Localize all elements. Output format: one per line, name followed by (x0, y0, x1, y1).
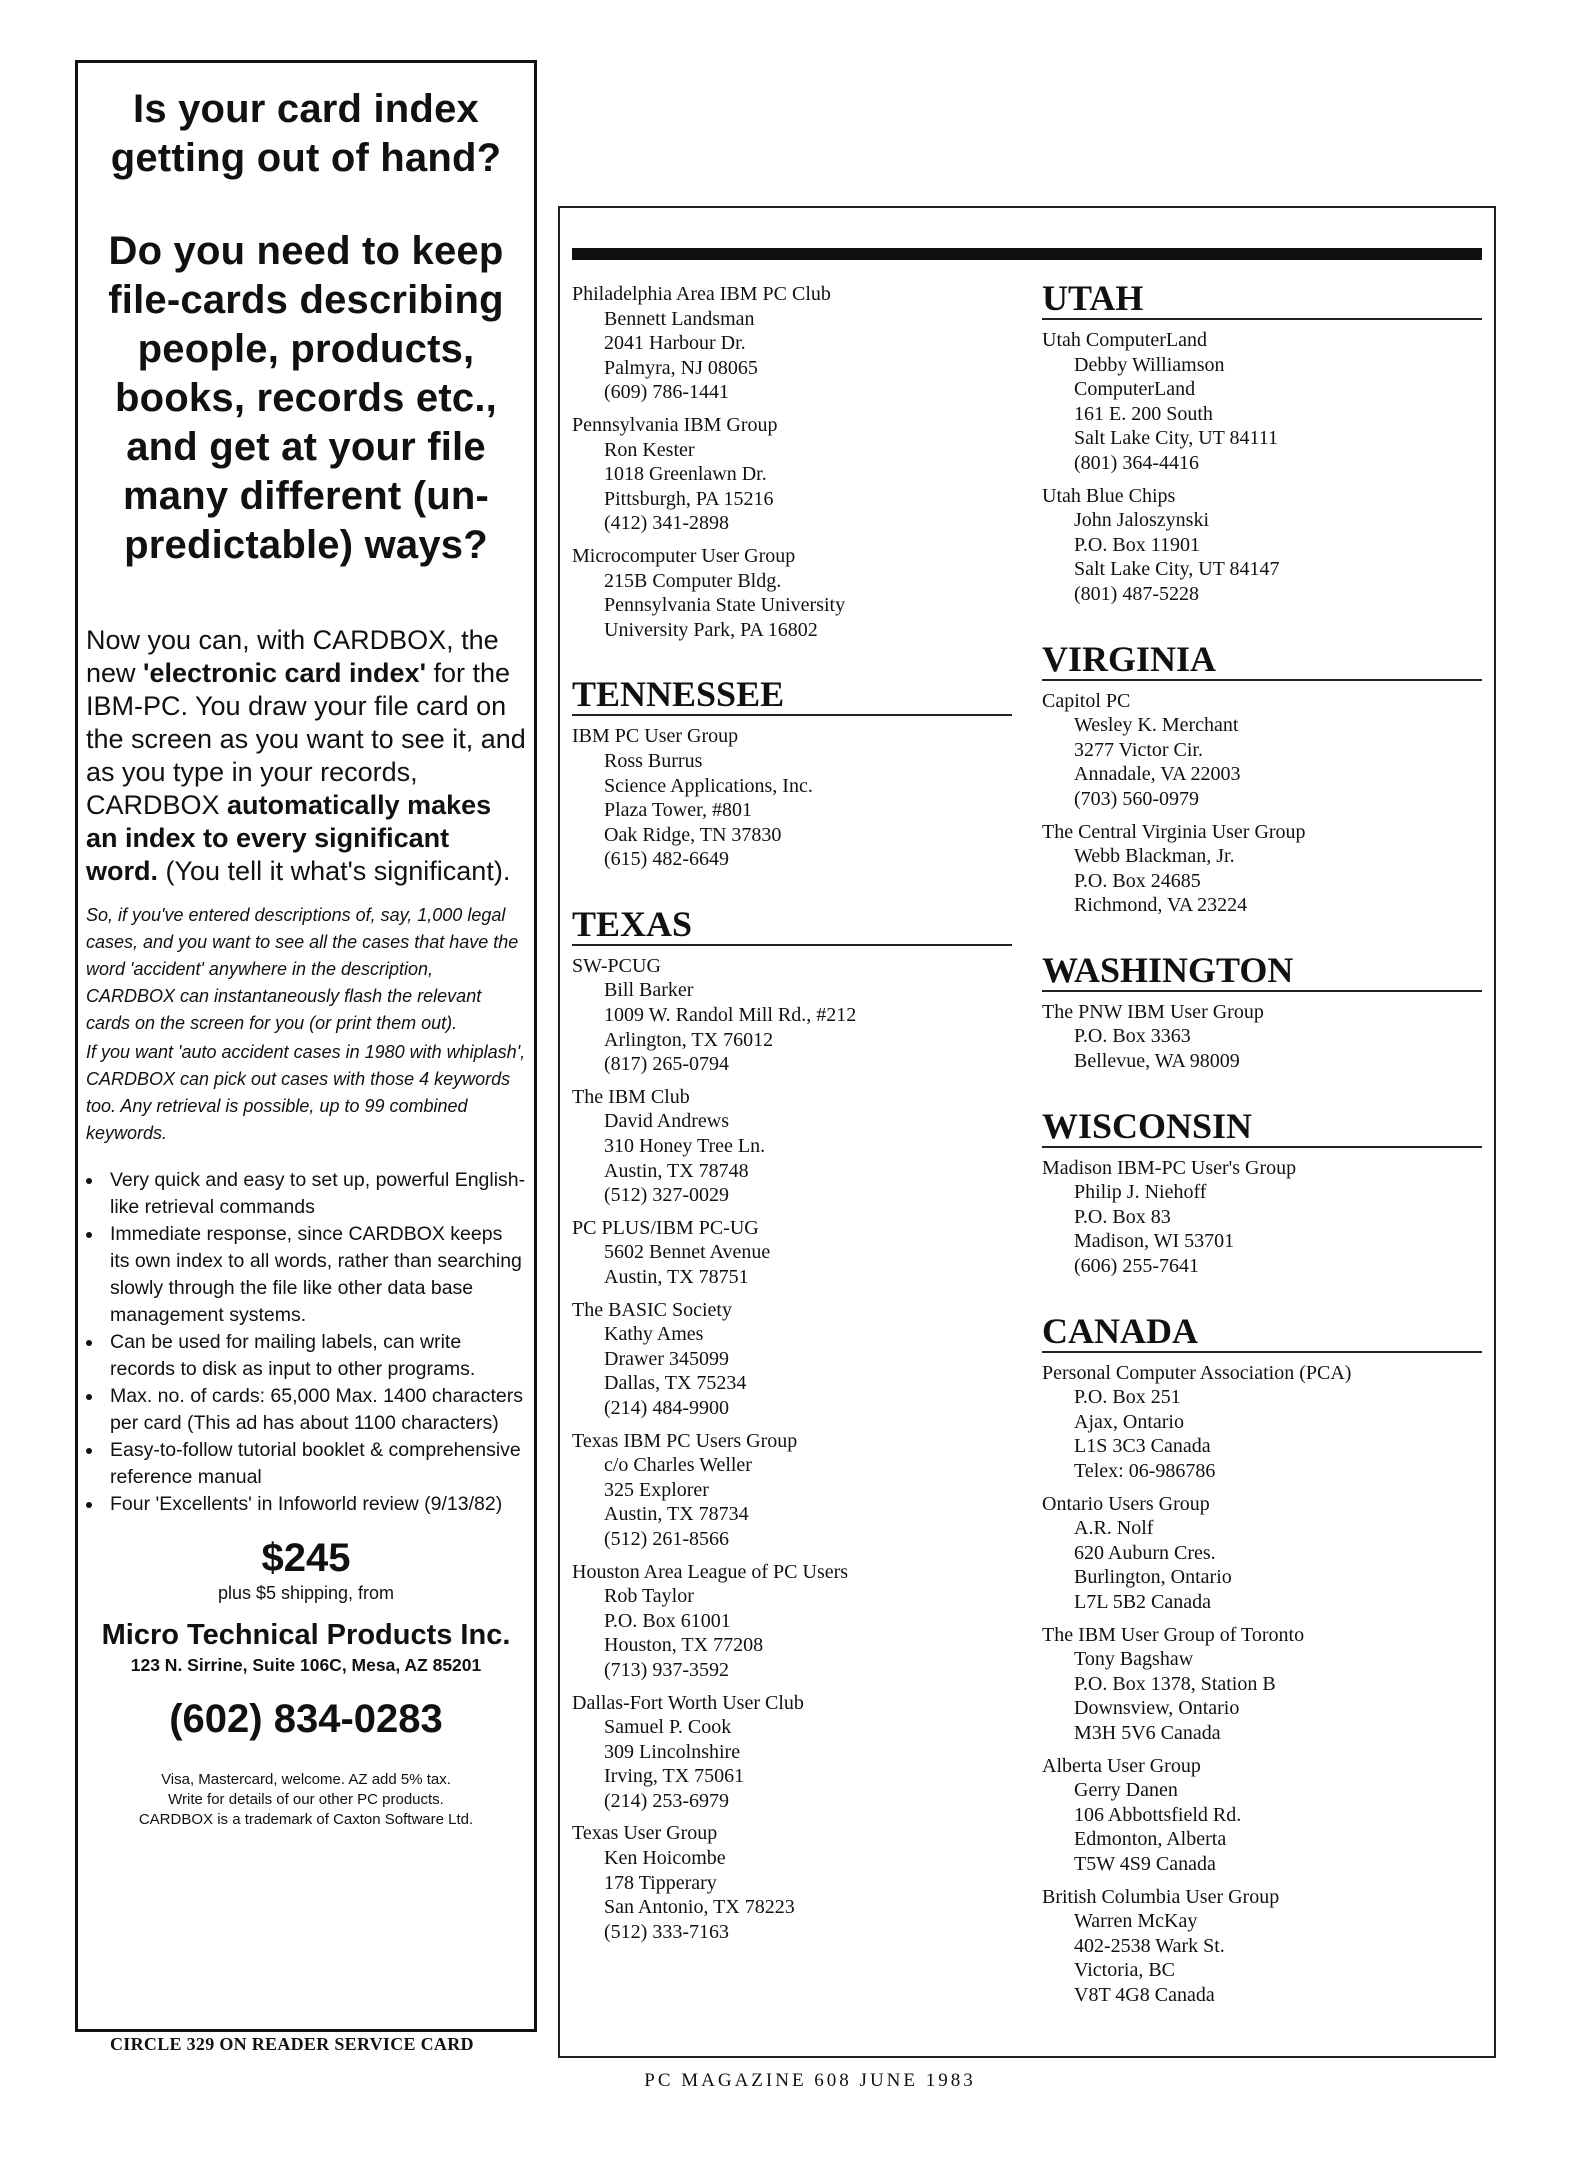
group-name: Alberta User Group (1042, 1754, 1201, 1777)
group-name: Madison IBM-PC User's Group (1042, 1156, 1297, 1179)
ad-address: 123 N. Sirrine, Suite 106C, Mesa, AZ 85201 (130, 1655, 482, 1675)
state-section (1042, 950, 1482, 1074)
group-detail-line: (606) 255-7641 (1074, 1255, 1199, 1278)
state-section (1042, 278, 1482, 607)
group-detail-line: (703) 560-0979 (1074, 787, 1199, 810)
state-heading: WASHINGTON (1042, 950, 1482, 992)
group-detail-line: Ron Kester (604, 438, 695, 461)
group-detail-line: A.R. Nolf (1074, 1517, 1154, 1540)
group-detail-line: 309 Lincolnshire (604, 1740, 741, 1763)
group-detail-line: P.O. Box 83 (1074, 1205, 1171, 1228)
group-detail-line: Pittsburgh, PA 15216 (604, 487, 774, 510)
group-detail-line: (214) 253-6979 (604, 1789, 729, 1812)
group-detail-line: Madison, WI 53701 (1074, 1230, 1235, 1253)
group-name: Texas IBM PC Users Group (572, 1429, 798, 1452)
state-section (1042, 1106, 1482, 1279)
user-group-entry (572, 724, 1012, 872)
state-heading: VIRGINIA (1042, 639, 1482, 681)
user-group-entry (572, 282, 1012, 405)
group-name: The PNW IBM User Group (1042, 1000, 1264, 1023)
group-detail-line: 402-2538 Wark St. (1074, 1934, 1225, 1957)
state-heading: TEXAS (572, 904, 1012, 946)
ad-feature-item: • Four 'Excellents' in Infoworld review (9/13/82) (104, 1491, 526, 1518)
group-detail-line: (801) 364-4416 (1074, 451, 1199, 474)
ad-body-mid: for the IBM-PC. You draw your file card on the screen as you want to see it, and as you type in your records, CARDBOX (86, 658, 526, 820)
user-group-entry (572, 544, 1012, 642)
group-detail-line: David Andrews (604, 1110, 729, 1133)
group-name: Philadelphia Area IBM PC Club (572, 283, 831, 305)
group-detail-line: Austin, TX 78734 (604, 1503, 749, 1526)
group-detail-line: San Antonio, TX 78223 (604, 1896, 795, 1919)
group-name: Dallas-Fort Worth User Club (572, 1691, 804, 1714)
user-group-entry (572, 1429, 1012, 1552)
group-detail-line: Plaza Tower, #801 (604, 799, 752, 822)
group-detail-line: Houston, TX 77208 (604, 1634, 764, 1657)
ad-italic-2: If you want 'auto accident cases in 1980 with whiplash', CARDBOX can pick out cases with those 4 keywords too. Any retrieval is possible, up to 99 combined keywords. (86, 1042, 526, 1143)
ad-body-bold-1: 'electronic card index' (143, 658, 426, 688)
group-detail-line: Salt Lake City, UT 84111 (1074, 427, 1279, 450)
ad-feature-list (86, 1167, 526, 1518)
group-detail-line: (713) 937-3592 (604, 1658, 729, 1681)
group-detail-line: Bellevue, WA 98009 (1074, 1050, 1240, 1073)
group-detail-line: P.O. Box 1378, Station B (1074, 1672, 1276, 1695)
group-detail-line: Oak Ridge, TN 37830 (604, 823, 782, 846)
group-name: The Central Virginia User Group (1042, 820, 1306, 843)
state-heading: TENNESSEE (572, 674, 1012, 716)
group-detail-line: 310 Honey Tree Ln. (604, 1135, 766, 1158)
ad-price: $245 (261, 1536, 351, 1580)
group-detail-line: Philip J. Niehoff (1074, 1181, 1207, 1204)
group-detail-line: Arlington, TX 76012 (604, 1028, 774, 1051)
page-footer: PC MAGAZINE 608 JUNE 1983 (644, 2070, 976, 2091)
group-name: Pennsylvania IBM Group (572, 413, 778, 436)
group-detail-line: (801) 487-5228 (1074, 582, 1199, 605)
group-detail-line: Austin, TX 78748 (604, 1159, 749, 1182)
group-name: PC PLUS/IBM PC-UG (572, 1216, 759, 1239)
user-group-entry (1042, 1156, 1482, 1279)
state-section (1042, 639, 1482, 918)
group-detail-line: Rob Taylor (604, 1585, 694, 1608)
ad-shipping: plus $5 shipping, from (217, 1583, 395, 1603)
user-group-entry (1042, 689, 1482, 812)
group-detail-line: John Jaloszynski (1074, 509, 1209, 532)
group-detail-line: Ross Burrus (604, 749, 703, 772)
user-group-entry (1042, 328, 1482, 476)
user-group-entry (1042, 1885, 1482, 2008)
ad-feature-item: • Very quick and easy to set up, powerful English-like retrieval commands (104, 1167, 526, 1221)
group-detail-line: 3277 Victor Cir. (1074, 738, 1203, 761)
group-detail-line: 178 Tipperary (604, 1871, 717, 1894)
group-detail-line: Kathy Ames (604, 1323, 704, 1346)
user-group-entry (572, 1085, 1012, 1208)
group-detail-line: 5602 Bennet Avenue (604, 1241, 771, 1264)
group-name: Utah ComputerLand (1042, 329, 1207, 351)
group-name: The IBM User Group of Toronto (1042, 1623, 1305, 1646)
state-section (572, 282, 1012, 642)
user-group-entry (1042, 820, 1482, 918)
group-detail-line: T5W 4S9 Canada (1074, 1852, 1216, 1875)
ad-feature-item: • Can be used for mailing labels, can write records to disk as input to other programs. (104, 1329, 526, 1383)
user-group-entry (572, 1560, 1012, 1683)
state-section (1042, 1311, 1482, 2008)
group-detail-line: Debby Williamson (1074, 353, 1225, 376)
group-detail-line: Bill Barker (604, 979, 694, 1002)
group-detail-line: 161 E. 200 South (1074, 402, 1213, 425)
group-detail-line: Tony Bagshaw (1074, 1648, 1194, 1671)
group-detail-line: Pennsylvania State University (604, 594, 846, 617)
ad-fine-line: Write for details of our other PC products. (168, 1791, 444, 1808)
ad-headline-1: Is your card index getting out of hand? (110, 87, 502, 180)
ad-headline-2: Do you need to keep file-cards describing people, products, books, records etc., and get at your file many different (un-predictable) ways? (108, 229, 504, 567)
reader-service-note: CIRCLE 329 ON READER SERVICE CARD (110, 2034, 474, 2054)
user-group-entry (572, 1691, 1012, 1814)
left-column (572, 278, 1012, 1944)
state-section (572, 904, 1012, 1945)
group-detail-line: Bennett Landsman (604, 307, 755, 330)
group-detail-line: Webb Blackman, Jr. (1074, 845, 1235, 868)
group-detail-line: M3H 5V6 Canada (1074, 1721, 1221, 1744)
user-group-listing (558, 206, 1496, 2058)
group-detail-line: 106 Abbottsfield Rd. (1074, 1803, 1242, 1826)
user-group-entry (572, 1216, 1012, 1290)
group-name: Capitol PC (1042, 689, 1131, 712)
ad-feature-item: • Easy-to-follow tutorial booklet & comprehensive reference manual (104, 1437, 526, 1491)
user-group-entry (1042, 1000, 1482, 1074)
group-detail-line: Edmonton, Alberta (1074, 1828, 1227, 1851)
right-column (1042, 278, 1482, 2007)
group-detail-line: Ajax, Ontario (1074, 1410, 1184, 1433)
ad-company: Micro Technical Products Inc. (101, 1619, 511, 1651)
group-detail-line: (609) 786-1441 (604, 381, 729, 404)
state-heading: CANADA (1042, 1311, 1482, 1353)
group-detail-line: (412) 341-2898 (604, 512, 729, 535)
group-detail-line: Victoria, BC (1074, 1959, 1176, 1982)
group-name: Texas User Group (572, 1822, 718, 1845)
group-detail-line: (512) 261-8566 (604, 1527, 729, 1550)
ad-body-pre: Now you can, with CARDBOX, the new (86, 625, 499, 688)
user-group-entry (1042, 484, 1482, 607)
group-name: Personal Computer Association (PCA) (1042, 1361, 1352, 1384)
ad-fine-line: CARDBOX is a trademark of Caxton Software Ltd. (138, 1811, 474, 1828)
state-heading: WISCONSIN (1042, 1106, 1482, 1148)
group-detail-line: P.O. Box 3363 (1074, 1025, 1191, 1048)
group-detail-line: Gerry Danen (1074, 1779, 1178, 1802)
user-group-entry (1042, 1754, 1482, 1877)
group-detail-line: 620 Auburn Cres. (1074, 1541, 1216, 1564)
group-detail-line: (512) 327-0029 (604, 1184, 729, 1207)
ad-fine-line: Visa, Mastercard, welcome. AZ add 5% tax. (161, 1771, 451, 1788)
group-detail-line: Palmyra, NJ 08065 (604, 356, 758, 379)
user-group-entry (1042, 1623, 1482, 1746)
group-name: Microcomputer User Group (572, 544, 796, 567)
group-name: Houston Area League of PC Users (572, 1560, 849, 1583)
group-detail-line: 1018 Greenlawn Dr. (604, 463, 767, 486)
group-detail-line: (214) 484-9900 (604, 1396, 729, 1419)
group-name: The BASIC Society (572, 1298, 732, 1321)
user-group-entry (1042, 1492, 1482, 1615)
group-detail-line: Irving, TX 75061 (604, 1765, 745, 1788)
group-detail-line: 2041 Harbour Dr. (604, 332, 746, 355)
user-group-entry (572, 1821, 1012, 1944)
group-detail-line: Drawer 345099 (604, 1347, 729, 1370)
group-detail-line: 325 Explorer (604, 1478, 709, 1501)
ad-body-post: (You tell it what's significant). (158, 856, 511, 886)
top-rule (572, 248, 1482, 260)
group-detail-line: Austin, TX 78751 (604, 1266, 749, 1288)
group-detail-line: P.O. Box 61001 (604, 1609, 731, 1632)
group-detail-line: P.O. Box 24685 (1074, 869, 1201, 892)
ad-phone: (602) 834-0283 (169, 1697, 443, 1741)
group-detail-line: Annadale, VA 22003 (1074, 763, 1241, 786)
user-group-entry (572, 413, 1012, 536)
group-detail-line: L1S 3C3 Canada (1074, 1435, 1211, 1458)
group-detail-line: L7L 5B2 Canada (1074, 1590, 1212, 1613)
group-detail-line: (817) 265-0794 (604, 1053, 729, 1076)
group-detail-line: University Park, PA 16802 (604, 618, 818, 641)
group-detail-line: P.O. Box 11901 (1074, 533, 1200, 556)
group-name: Ontario Users Group (1042, 1492, 1210, 1515)
group-detail-line: Warren McKay (1074, 1910, 1198, 1933)
group-name: Utah Blue Chips (1042, 484, 1176, 507)
group-detail-line: (512) 333-7163 (604, 1920, 729, 1943)
cardbox-advertisement (75, 60, 537, 2032)
group-name: IBM PC User Group (572, 725, 739, 748)
ad-feature-item: • Immediate response, since CARDBOX keeps its own index to all words, rather than searching slowly through the file like other data base management systems. (104, 1221, 526, 1329)
group-detail-line: Dallas, TX 75234 (604, 1372, 747, 1395)
group-detail-line: Ken Hoicombe (604, 1847, 726, 1870)
group-detail-line: Science Applications, Inc. (604, 774, 813, 797)
group-detail-line: Downsview, Ontario (1074, 1697, 1240, 1720)
user-group-entry (572, 1298, 1012, 1421)
ad-body-bold-2: automatically makes an index to every significant word. (86, 790, 492, 886)
user-group-entry (572, 954, 1012, 1077)
group-detail-line: Telex: 06-986786 (1074, 1460, 1216, 1482)
ad-italic-1: So, if you've entered descriptions of, say, 1,000 legal cases, and you want to see all the cases that have the word 'accident' anywhere in the description, CARDBOX can instantaneously flash the relevant cards on the screen for you (or print them out). (86, 905, 519, 1033)
state-heading: UTAH (1042, 278, 1482, 320)
group-detail-line: (615) 482-6649 (604, 848, 729, 871)
group-detail-line: Wesley K. Merchant (1074, 714, 1239, 737)
group-detail-line: Richmond, VA 23224 (1074, 894, 1248, 917)
group-name: British Columbia User Group (1042, 1885, 1280, 1908)
group-name: SW-PCUG (572, 954, 661, 977)
group-detail-line: Samuel P. Cook (604, 1716, 732, 1739)
group-name: The IBM Club (572, 1085, 690, 1108)
group-detail-line: P.O. Box 251 (1074, 1386, 1181, 1409)
user-group-entry (1042, 1361, 1482, 1484)
ad-feature-item: • Max. no. of cards: 65,000 Max. 1400 characters per card (This ad has about 1100 characters) (104, 1383, 526, 1437)
state-section (572, 674, 1012, 872)
group-detail-line: 1009 W. Randol Mill Rd., #212 (604, 1004, 857, 1027)
ad-body (86, 624, 526, 888)
group-detail-line: Burlington, Ontario (1074, 1566, 1232, 1589)
ad-fine-print (86, 1770, 526, 1830)
group-detail-line: ComputerLand (1074, 378, 1196, 401)
group-detail-line: V8T 4G8 Canada (1074, 1983, 1215, 2006)
group-detail-line: c/o Charles Weller (604, 1454, 752, 1477)
group-detail-line: Salt Lake City, UT 84147 (1074, 558, 1280, 581)
group-detail-line: 215B Computer Bldg. (604, 569, 782, 592)
